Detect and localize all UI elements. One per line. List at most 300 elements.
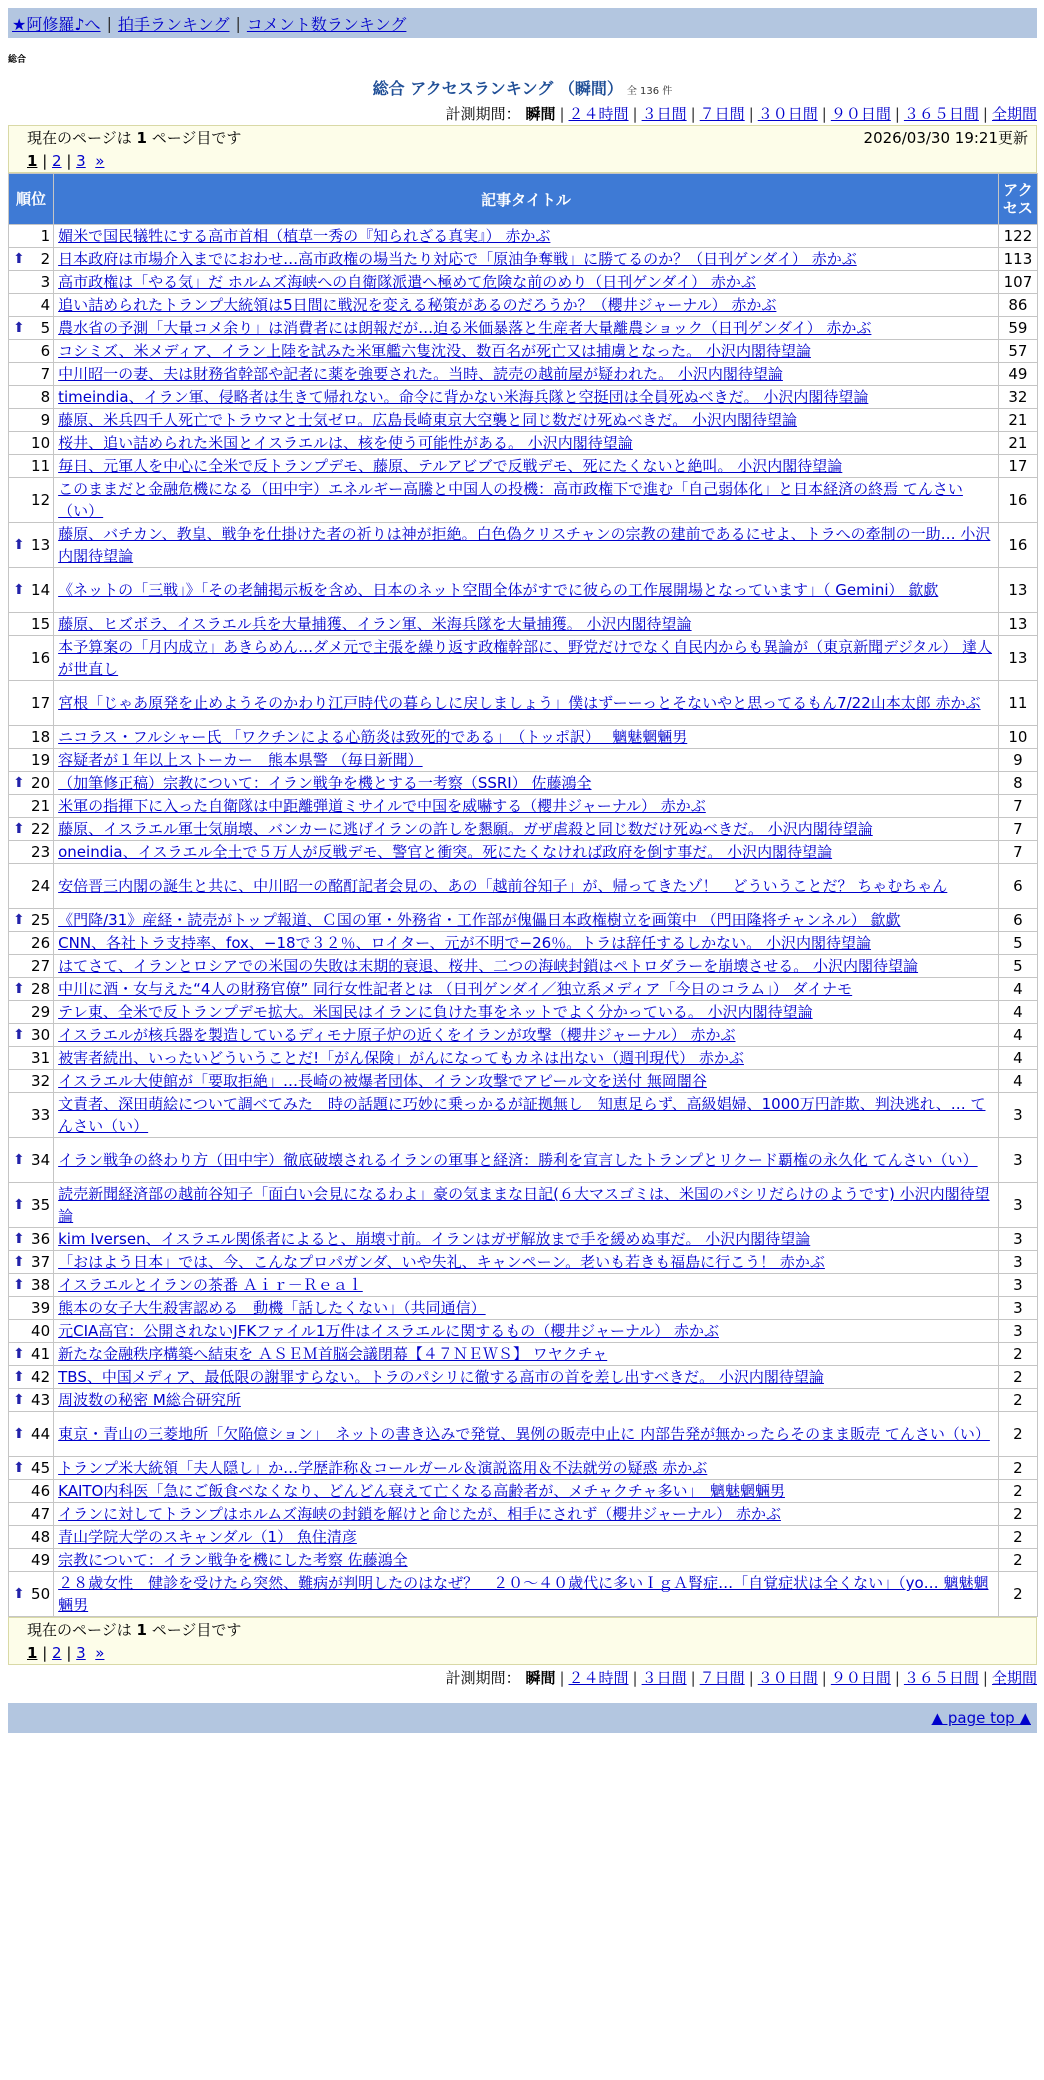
article-link[interactable]: トランプ米大統領「夫人隠し」か…学歴詐称＆コールガール＆演説盗用＆不法就労の疑惑 赤かぶ <box>58 1459 708 1477</box>
article-link[interactable]: 新たな金融秩序構築へ結束を ＡＳＥＭ首脳会議閉幕【４７ＮＥＷＳ】 ワヤクチャ <box>58 1345 608 1363</box>
article-link[interactable]: 《ネットの「三戦」》「その老舗掲示板を含め、日本のネット空間全体がすでに彼らの工作展開場となっています」（ Gemini） 歙歔 <box>58 581 939 599</box>
rank-number: 39 <box>31 1299 51 1317</box>
table-row <box>9 225 1037 247</box>
table-row <box>9 1389 1037 1411</box>
table-row <box>9 864 1037 908</box>
up-arrow-icon: ⬆ <box>13 1392 25 1408</box>
up-arrow-icon: ⬆ <box>13 537 25 553</box>
rank-cell <box>9 1320 53 1342</box>
period-separator: | <box>982 1669 988 1687</box>
ranking-table <box>8 173 1038 1617</box>
rank-cell <box>9 1343 53 1365</box>
title-cell <box>54 932 998 954</box>
up-arrow-icon: ⬆ <box>13 775 25 791</box>
rank-cell <box>9 1526 53 1548</box>
up-arrow-icon: ⬆ <box>13 1346 25 1362</box>
page-link-2[interactable]: 2 <box>52 1644 62 1662</box>
article-link[interactable]: イラン戦争の終わり方（田中宇）徹底破壊されるイランの軍事と経済：勝利を宣言したトランプとリクード覇権の永久化 てんさい（い） <box>58 1151 978 1169</box>
up-arrow-icon: ⬆ <box>13 821 25 837</box>
article-link[interactable]: テレ東、全米で反トランプデモ拡大。米国民はイランに負けた事をネットでよく分かっている。 小沢内閣待望論 <box>58 1003 813 1021</box>
rank-cell <box>9 909 53 931</box>
table-row <box>9 749 1037 771</box>
title-cell <box>54 409 998 431</box>
table-row <box>9 317 1037 339</box>
page-link-3[interactable]: 3 <box>76 152 86 170</box>
period-separator: | <box>748 105 754 123</box>
up-arrow-icon: ⬆ <box>13 1460 25 1476</box>
title-cell <box>54 1572 998 1616</box>
up-arrow-icon: ⬆ <box>13 1369 25 1385</box>
current-page-post: ページ目です <box>151 129 242 147</box>
updated-time: 2026/03/30 19:21更新 <box>863 129 1028 147</box>
table-row <box>9 978 1037 1000</box>
rank-cell <box>9 1549 53 1571</box>
article-link[interactable]: 米軍の指揮下に入った自衛隊は中距離弾道ミサイルで中国を威嚇する（櫻井ジャーナル） 赤かぶ <box>58 797 706 815</box>
article-link[interactable]: 宮根「じゃあ原発を止めようそのかわり江戸時代の暮らしに戻しましょう」僕はずーーっとそないやと思ってるもん7/22山本太郎 赤かぶ <box>58 694 981 712</box>
article-link[interactable]: 中川に酒・女与えた“4人の財務官僚” 同行女性記者とは （日刊ゲンダイ／独立系メディア「今日のコラム」） ダイナモ <box>58 980 853 998</box>
article-link[interactable]: timeindia、イラン軍、侵略者は生きて帰れない。命令に背かない米海兵隊と空挺団は全員死ぬべきだ。 小沢内閣待望論 <box>58 388 869 406</box>
up-arrow-icon: ⬆ <box>13 1254 25 1270</box>
table-row <box>9 523 1037 567</box>
period-link-1[interactable]: ３日間 <box>641 1669 687 1687</box>
period-label: 計測期間： <box>445 1669 521 1687</box>
title-cell <box>54 955 998 977</box>
article-link[interactable]: 桜井、追い詰められた米国とイスラエルは、核を使う可能性がある。 小沢内閣待望論 <box>58 434 633 452</box>
rank-number: 6 <box>40 342 51 360</box>
period-selector-bottom <box>8 1667 1037 1689</box>
article-link[interactable]: 東京・青山の三菱地所「欠陥億ション」 ネットの書き込みで発覚、異例の販売中止に 内部告発が無かったらそのまま販売 てんさい（い） <box>58 1425 990 1443</box>
rank-cell <box>9 1070 53 1092</box>
title-cell <box>54 1274 998 1296</box>
table-row <box>9 636 1037 680</box>
access-count: 17 <box>999 455 1037 477</box>
rank-cell <box>9 795 53 817</box>
article-link[interactable]: 読売新聞経済部の越前谷知子「面白い会見になるわよ」豪の気ままな日記(６大マスゴミは、米国のパシリだらけのようです) 小沢内閣待望論 <box>58 1185 990 1225</box>
nav-separator: | <box>235 13 241 33</box>
rank-cell <box>9 271 53 293</box>
access-count: 2 <box>999 1457 1037 1479</box>
rank-number: 36 <box>31 1230 51 1248</box>
rank-number: 43 <box>31 1391 51 1409</box>
top-nav-bar <box>8 8 1037 38</box>
rank-number: 46 <box>31 1482 51 1500</box>
rank-number: 49 <box>31 1551 51 1569</box>
table-row <box>9 909 1037 931</box>
article-link[interactable]: はてさて、イランとロシアでの米国の失敗は末期的衰退、桜井、二つの海峡封鎖はペトロダラーを崩壊させる。 小沢内閣待望論 <box>58 957 919 975</box>
access-count: 16 <box>999 523 1037 567</box>
table-row <box>9 1572 1037 1616</box>
rank-number: 30 <box>31 1026 51 1044</box>
up-arrow-icon: ⬆ <box>13 981 25 997</box>
period-selector <box>8 103 1037 125</box>
period-link-6[interactable]: 全期間 <box>991 105 1037 123</box>
table-row <box>9 294 1037 316</box>
article-link[interactable]: TBS、中国メディア、最低限の謝罪すらない。トラのパシリに徹する高市の首を差し出すべきだ。 小沢内閣待望論 <box>58 1368 824 1386</box>
period-current: 瞬間 <box>525 1669 556 1687</box>
rank-number: 7 <box>40 365 51 383</box>
rank-cell <box>9 225 53 247</box>
rank-number: 4 <box>40 296 51 314</box>
rank-cell <box>9 1389 53 1411</box>
article-link[interactable]: 被害者続出、いったいどういうことだ!「がん保険」がんになってもカネは出ない（週刊現代） 赤かぶ <box>58 1049 744 1067</box>
title-cell <box>54 1366 998 1388</box>
header-title: 記事タイトル <box>54 174 998 224</box>
rank-number: 25 <box>31 911 51 929</box>
period-link-5[interactable]: ３６５日間 <box>903 105 979 123</box>
rank-number: 35 <box>31 1196 51 1214</box>
article-link[interactable]: 文責者、深田萌絵について調べてみた 時の話題に巧妙に乗っかるが証拠無し 知恵足らず、高級娼婦、1000万円詐欺、判決逃れ、… てんさい（い） <box>58 1095 986 1135</box>
title-cell <box>54 340 998 362</box>
rank-cell <box>9 1274 53 1296</box>
title-cell <box>54 613 998 635</box>
access-count: 59 <box>999 317 1037 339</box>
rank-number: 48 <box>31 1528 51 1546</box>
period-label: 計測期間： <box>445 105 521 123</box>
table-row <box>9 772 1037 794</box>
table-row <box>9 1024 1037 1046</box>
rank-cell <box>9 455 53 477</box>
access-count: 113 <box>999 248 1037 270</box>
title-cell <box>54 1183 998 1227</box>
comment-ranking-link[interactable]: コメント数ランキング <box>246 14 407 34</box>
title-cell <box>54 1389 998 1411</box>
up-arrow-icon: ⬆ <box>13 1231 25 1247</box>
title-cell <box>54 478 998 522</box>
article-link[interactable]: kim Iversen、イスラエル関係者によると、崩壊寸前。イランはガザ解放まで手を緩めぬ事だ。 小沢内閣待望論 <box>58 1230 811 1248</box>
period-separator: | <box>748 1669 754 1687</box>
title-cell <box>54 681 998 725</box>
article-link[interactable]: 媚米で国民犠牲にする高市首相（植草一秀の『知られざる真実』） 赤かぶ <box>58 227 551 245</box>
rank-cell <box>9 1093 53 1137</box>
access-count: 9 <box>999 749 1037 771</box>
access-count: 2 <box>999 1572 1037 1616</box>
table-row <box>9 932 1037 954</box>
article-link[interactable]: このままだと金融危機になる（田中宇）エネルギー高騰と中国人の投機：高市政権下で進む「自己弱体化」と日本経済の終焉 てんさい（い） <box>58 480 963 520</box>
article-link[interactable]: 元CIA高官：公開されないJFKファイル1万件はイスラエルに関するもの（櫻井ジャーナル） 赤かぶ <box>58 1322 719 1340</box>
table-row <box>9 1093 1037 1137</box>
title-cell <box>54 386 998 408</box>
article-link[interactable]: イスラエルとイランの茶番 Ａｉｒ－Ｒｅａｌ <box>58 1276 363 1294</box>
article-link[interactable]: 農水省の予測「大量コメ余り」は消費者には朗報だが…迫る米価暴落と生産者大量離農ショック（日刊ゲンダイ） 赤かぶ <box>58 319 872 337</box>
clap-ranking-link[interactable]: 拍手ランキング <box>117 14 230 34</box>
rank-cell <box>9 409 53 431</box>
nav-separator: | <box>106 13 112 33</box>
rank-cell <box>9 568 53 612</box>
access-count: 13 <box>999 636 1037 680</box>
article-link[interactable]: 本予算案の「月内成立」あきらめん…ダメ元で主張を繰り返す政権幹部に、野党だけでなく自民内からも異論が（東京新聞デジタル） 達人が世直し <box>58 638 992 678</box>
table-row <box>9 432 1037 454</box>
period-link-6[interactable]: 全期間 <box>991 1669 1037 1687</box>
title-cell <box>54 636 998 680</box>
access-count: 2 <box>999 1412 1037 1456</box>
access-count: 5 <box>999 955 1037 977</box>
table-row <box>9 1183 1037 1227</box>
title-cell <box>54 978 998 1000</box>
ranking-title: 総合 アクセスランキング （瞬間） <box>372 79 623 98</box>
title-cell <box>54 909 998 931</box>
pager-box: 現在のページは 1 ページ目です 2026/03/30 19:21更新 1 | 2 | 3 » <box>8 125 1037 173</box>
rank-number: 11 <box>31 457 51 475</box>
access-count: 21 <box>999 409 1037 431</box>
rank-number: 5 <box>40 319 51 337</box>
table-row <box>9 818 1037 840</box>
rank-cell <box>9 1503 53 1525</box>
table-row <box>9 1526 1037 1548</box>
article-link[interactable]: 青山学院大学のスキャンダル（1） 魚住清彦 <box>58 1528 357 1546</box>
article-link[interactable]: 藤原、米兵四千人死亡でトラウマと士気ゼロ。広島長崎東京大空襲と同じ数だけ死ぬべきだ。 小沢内閣待望論 <box>58 411 797 429</box>
title-cell <box>54 225 998 247</box>
table-row <box>9 340 1037 362</box>
access-count: 7 <box>999 818 1037 840</box>
rank-cell <box>9 340 53 362</box>
rank-number: 2 <box>40 250 51 268</box>
table-row <box>9 1274 1037 1296</box>
rank-number: 16 <box>31 649 51 667</box>
rank-cell <box>9 1024 53 1046</box>
rank-cell <box>9 478 53 522</box>
access-count: 3 <box>999 1183 1037 1227</box>
table-row <box>9 455 1037 477</box>
rank-number: 41 <box>31 1345 51 1363</box>
rank-cell <box>9 1138 53 1182</box>
rank-cell <box>9 1457 53 1479</box>
rank-number: 45 <box>31 1459 51 1477</box>
rank-cell <box>9 772 53 794</box>
article-link[interactable]: oneindia、イスラエル全土で５万人が反戦デモ、警官と衝突。死にたくなければ政府を倒す事だ。 小沢内閣待望論 <box>58 843 833 861</box>
home-link[interactable]: ★阿修羅♪へ <box>12 14 101 34</box>
article-link[interactable]: 《門降/31》産経・読売がトップ報道、Ｃ国の軍・外務省・工作部が傀儡日本政権樹立を画策中 （門田隆将チャンネル） 歙歔 <box>58 911 901 929</box>
article-link[interactable]: コシミズ、米メディア、イラン上陸を試みた米軍艦六隻沈没、数百名が死亡又は捕虜となった。 小沢内閣待望論 <box>58 342 811 360</box>
up-arrow-icon: ⬆ <box>13 912 25 928</box>
period-link-0[interactable]: ２４時間 <box>568 1669 629 1687</box>
period-separator: | <box>894 105 900 123</box>
next-page-link[interactable]: » <box>95 1644 105 1662</box>
period-separator: | <box>690 105 696 123</box>
pager-box-bottom: 現在のページは 1 ページ目です 1 | 2 | 3 » <box>8 1617 1037 1665</box>
access-count: 49 <box>999 363 1037 385</box>
rank-number: 47 <box>31 1505 51 1523</box>
total-count: 全 136 件 <box>626 86 673 97</box>
table-row <box>9 248 1037 270</box>
rank-cell <box>9 1480 53 1502</box>
period-link-2[interactable]: ７日間 <box>699 1669 745 1687</box>
period-link-1[interactable]: ３日間 <box>641 105 687 123</box>
rank-cell <box>9 1412 53 1456</box>
period-link-2[interactable]: ７日間 <box>699 105 745 123</box>
rank-cell <box>9 818 53 840</box>
access-count: 2 <box>999 1366 1037 1388</box>
article-link[interactable]: イランに対してトランプはホルムズ海峡の封鎖を解けと命じたが、相手にされず（櫻井ジャーナル） 赤かぶ <box>58 1505 781 1523</box>
title-cell <box>54 1297 998 1319</box>
rank-number: 24 <box>31 877 51 895</box>
access-count: 3 <box>999 1320 1037 1342</box>
current-page-post: ページ目です <box>151 1621 242 1639</box>
table-row <box>9 1366 1037 1388</box>
period-separator: | <box>559 1669 565 1687</box>
access-count: 4 <box>999 978 1037 1000</box>
rank-number: 26 <box>31 934 51 952</box>
period-link-5[interactable]: ３６５日間 <box>903 1669 979 1687</box>
access-count: 86 <box>999 294 1037 316</box>
article-link[interactable]: 日本政府は市場介入までにおわせ…高市政権の場当たり対応で「原油争奪戦」に勝てるのか？（日刊ゲンダイ） 赤かぶ <box>58 250 857 268</box>
article-link[interactable]: イスラエル大使館が「要取拒絶」…長崎の被爆者団体、イラン攻撃でアピール文を送付 無岡闇谷 <box>58 1072 707 1090</box>
table-row <box>9 478 1037 522</box>
header-count: アクセス <box>999 174 1037 224</box>
period-separator: | <box>632 105 638 123</box>
up-arrow-icon: ⬆ <box>13 320 25 336</box>
rank-number: 3 <box>40 273 51 291</box>
access-count: 122 <box>999 225 1037 247</box>
rank-number: 27 <box>31 957 51 975</box>
rank-cell <box>9 1297 53 1319</box>
rank-number: 28 <box>31 980 51 998</box>
rank-cell <box>9 613 53 635</box>
table-row <box>9 1251 1037 1273</box>
title-cell <box>54 523 998 567</box>
rank-number: 9 <box>40 411 51 429</box>
rank-number: 29 <box>31 1003 51 1021</box>
rank-number: 40 <box>31 1322 51 1340</box>
title-cell <box>54 749 998 771</box>
period-separator: | <box>690 1669 696 1687</box>
page-1-current: 1 <box>27 1644 38 1662</box>
period-link-3[interactable]: ３０日間 <box>757 1669 818 1687</box>
page-title <box>8 76 1037 99</box>
period-link-3[interactable]: ３０日間 <box>757 105 818 123</box>
article-link[interactable]: 「おはよう日本」では、今、こんなプロパガンダ、いや失礼、キャンペーン。老いも若きも福島に行こう！ 赤かぶ <box>58 1253 825 1271</box>
page-link-3[interactable]: 3 <box>76 1644 86 1662</box>
access-count: 21 <box>999 432 1037 454</box>
table-row <box>9 726 1037 748</box>
access-count: 11 <box>999 681 1037 725</box>
table-row <box>9 1480 1037 1502</box>
rank-number: 21 <box>31 797 51 815</box>
page-1-current: 1 <box>27 152 38 170</box>
access-count: 7 <box>999 795 1037 817</box>
access-count: 5 <box>999 932 1037 954</box>
access-count: 4 <box>999 1070 1037 1092</box>
article-link[interactable]: 藤原、バチカン、教皇、戦争を仕掛けた者の祈りは神が拒絶。白色偽クリスチャンの宗教の建前であるにせよ、トラへの牽制の一助… 小沢内閣待望論 <box>58 525 991 565</box>
page-top-link[interactable]: ▲ page top ▲ <box>931 1709 1031 1727</box>
rank-number: 17 <box>31 694 51 712</box>
article-link[interactable]: 中川昭一の妻、夫は財務省幹部や記者に薬を強要された。当時、読売の越前屋が疑われた。 小沢内閣待望論 <box>58 365 783 383</box>
rank-cell <box>9 432 53 454</box>
rank-cell <box>9 1251 53 1273</box>
table-row <box>9 681 1037 725</box>
period-link-4[interactable]: ９０日間 <box>830 1669 891 1687</box>
table-row <box>9 955 1037 977</box>
article-link[interactable]: 毎日、元軍人を中心に全米で反トランプデモ、藤原、テルアビブで反戦デモ、死にたくないと絶叫。 小沢内閣待望論 <box>58 457 843 475</box>
access-count: 6 <box>999 909 1037 931</box>
rank-number: 14 <box>31 581 51 599</box>
page-link-2[interactable]: 2 <box>52 152 62 170</box>
access-count: 4 <box>999 1024 1037 1046</box>
title-cell <box>54 294 998 316</box>
article-link[interactable]: 熊本の女子大生殺害認める 動機「話したくない」（共同通信） <box>58 1299 486 1317</box>
rank-number: 15 <box>31 615 51 633</box>
period-link-4[interactable]: ９０日間 <box>830 105 891 123</box>
current-page-pre: 現在のページは <box>27 129 132 147</box>
table-row <box>9 1070 1037 1092</box>
table-row <box>9 613 1037 635</box>
access-count: 6 <box>999 864 1037 908</box>
period-link-0[interactable]: ２４時間 <box>568 105 629 123</box>
rank-cell <box>9 1228 53 1250</box>
rank-number: 42 <box>31 1368 51 1386</box>
title-cell <box>54 455 998 477</box>
category-tag: 総合 <box>8 55 27 65</box>
access-count: 16 <box>999 478 1037 522</box>
rank-number: 1 <box>40 227 51 245</box>
title-cell <box>54 1001 998 1023</box>
access-count: 4 <box>999 1001 1037 1023</box>
rank-number: 22 <box>31 820 51 838</box>
article-link[interactable]: 安倍晋三内閣の誕生と共に、中川昭一の酩酊記者会見の、あの「越前谷知子」が、帰ってきたゾ！ どういうことだ？ ちゃむちゃん <box>58 877 948 895</box>
article-link[interactable]: イスラエルが核兵器を製造しているディモナ原子炉の近くをイランが攻撃（櫻井ジャーナル） 赤かぶ <box>58 1026 736 1044</box>
table-row <box>9 1228 1037 1250</box>
article-link[interactable]: 藤原、イスラエル軍士気崩壊、バンカーに逃げイランの許しを懇願。ガザ虐殺と同じ数だけ死ぬべきだ。 小沢内閣待望論 <box>58 820 873 838</box>
table-row <box>9 1001 1037 1023</box>
title-cell <box>54 248 998 270</box>
rank-cell <box>9 681 53 725</box>
access-count: 2 <box>999 1549 1037 1571</box>
title-cell <box>54 1070 998 1092</box>
rank-cell <box>9 317 53 339</box>
up-arrow-icon: ⬆ <box>13 1197 25 1213</box>
title-cell <box>54 1024 998 1046</box>
access-count: 7 <box>999 841 1037 863</box>
title-cell <box>54 841 998 863</box>
article-link[interactable]: 追い詰められたトランプ大統領は5日間に戦況を変える秘策があるのだろうか？（櫻井ジャーナル） 赤かぶ <box>58 296 777 314</box>
article-link[interactable]: 藤原、ヒズボラ、イスラエル兵を大量捕獲、イラン軍、米海兵隊を大量捕獲。 小沢内閣待望論 <box>58 615 692 633</box>
table-row <box>9 1343 1037 1365</box>
current-page-text <box>27 1618 241 1642</box>
article-link[interactable]: KAITO内科医「急にご飯食べなくなり、どんどん衰えて亡くなる高齢者が、メチャクチャ多い」 魑魅魍魎男 <box>58 1482 785 1500</box>
period-separator: | <box>982 105 988 123</box>
article-link[interactable]: CNN、各社トラ支持率、fox、−18で３２％、ロイター、元が不明で−26％。トラは辞任するしかない。 小沢内閣待望論 <box>58 934 871 952</box>
next-page-link[interactable]: » <box>95 152 105 170</box>
access-count: 2 <box>999 1526 1037 1548</box>
article-link[interactable]: 容疑者が１年以上ストーカー 熊本県警 （毎日新聞） <box>58 751 423 769</box>
title-cell <box>54 1320 998 1342</box>
up-arrow-icon: ⬆ <box>13 1586 25 1602</box>
rank-cell <box>9 294 53 316</box>
title-cell <box>54 772 998 794</box>
rank-cell <box>9 978 53 1000</box>
table-row <box>9 1138 1037 1182</box>
up-arrow-icon: ⬆ <box>13 582 25 598</box>
current-page-number: 1 <box>136 129 147 147</box>
article-link[interactable]: ２８歳女性 健診を受けたら突然、難病が判明したのはなぜ？ ２０～４０歳代に多いＩｇＡ腎症…「自覚症状は全くない」（yo… 魑魅魍魎男 <box>58 1574 989 1614</box>
article-link[interactable]: 高市政権は「やる気」だ ホルムズ海峡への自衛隊派遣へ極めて危険な前のめり（日刊ゲンダイ） 赤かぶ <box>58 273 756 291</box>
table-row <box>9 1047 1037 1069</box>
table-row <box>9 271 1037 293</box>
access-count: 3 <box>999 1297 1037 1319</box>
article-link[interactable]: 周波数の秘密 M総合研究所 <box>58 1391 241 1409</box>
title-cell <box>54 1228 998 1250</box>
article-link[interactable]: ニコラス・フルシャー氏 「ワクチンによる心筋炎は致死的である」 （トッポ訳） 魑魅魍魎男 <box>58 728 688 746</box>
article-link[interactable]: （加筆修正稿）宗教について：イラン戦争を機とする一考察（SSRI） 佐藤鴻全 <box>58 774 592 792</box>
rank-cell <box>9 932 53 954</box>
access-count: 57 <box>999 340 1037 362</box>
article-link[interactable]: 宗教について：イラン戦争を機にした考察 佐藤鴻全 <box>58 1551 408 1569</box>
period-separator: | <box>821 1669 827 1687</box>
title-cell <box>54 864 998 908</box>
title-cell <box>54 1047 998 1069</box>
up-arrow-icon: ⬆ <box>13 1152 25 1168</box>
up-arrow-icon: ⬆ <box>13 1277 25 1293</box>
rank-cell <box>9 636 53 680</box>
